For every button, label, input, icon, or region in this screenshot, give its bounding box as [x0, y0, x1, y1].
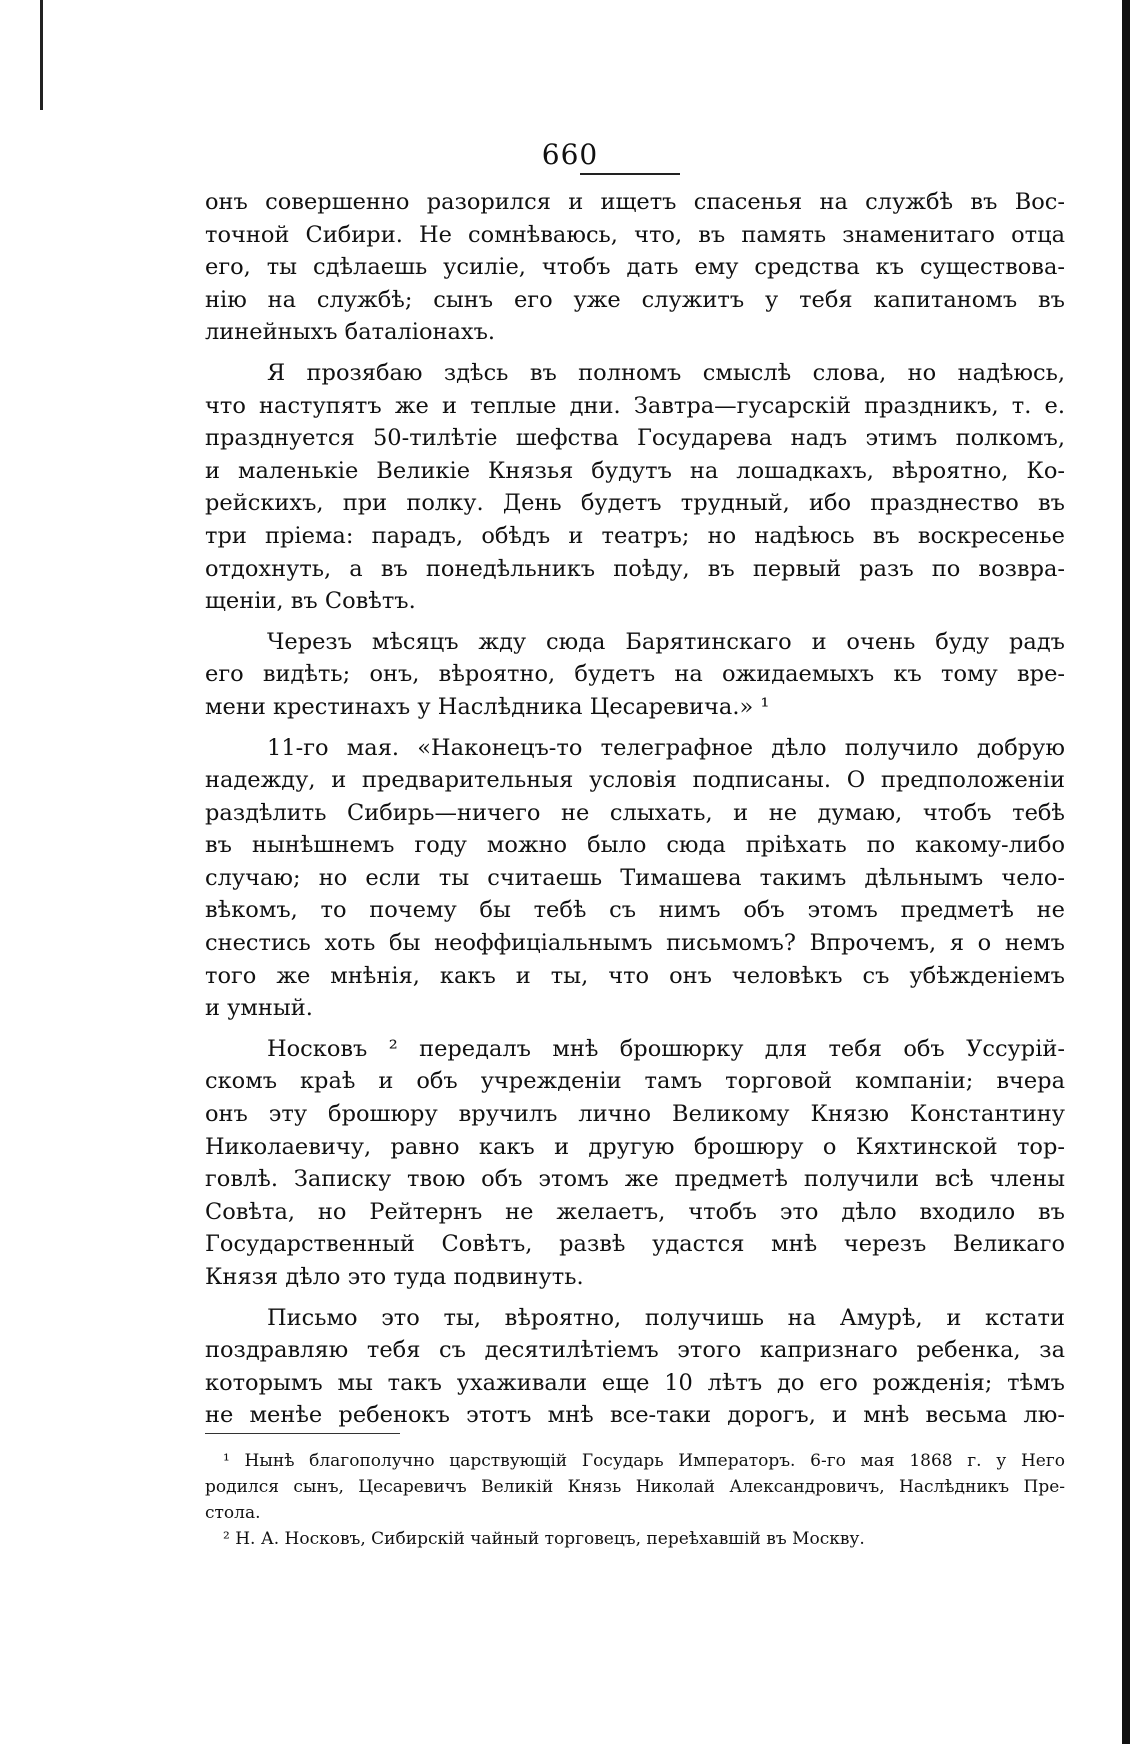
- text-line: линейныхъ баталіонахъ.: [205, 319, 496, 346]
- text-line: Носковъ ² передалъ мнѣ брошюрку для тебя объ Уссурій-: [267, 1035, 1065, 1062]
- footnote-line: родился сынъ, Цесаревичъ Великій Князь Николай Александровичъ, Наслѣдникъ Пре-: [205, 1477, 1065, 1497]
- text-line: нію на службѣ; сынъ его уже служитъ у тебя капитаномъ въ: [205, 286, 1065, 313]
- text-line: вѣкомъ, то почему бы тебѣ съ нимъ объ этомъ предметѣ не: [205, 897, 1065, 924]
- footnote-line: ¹ Нынѣ благополучно царствующій Государь Императоръ. 6-го мая 1868 г. у Него: [223, 1451, 1065, 1471]
- footnote-rule: [205, 1433, 400, 1434]
- text-line: точной Сибири. Не сомнѣваюсь, что, въ память знаменитаго отца: [205, 221, 1065, 248]
- text-line: которымъ мы такъ ухаживали еще 10 лѣтъ до его рожденія; тѣмъ: [205, 1369, 1065, 1396]
- footnote-line: ² Н. А. Носковъ, Сибирскій чайный торговецъ, переѣхавшій въ Москву.: [223, 1529, 865, 1549]
- page-number-rule: [580, 173, 680, 175]
- text-line: щеніи, въ Совѣтъ.: [205, 588, 416, 615]
- text-line: случаю; но если ты считаешь Тимашева такимъ дѣльнымъ чело-: [205, 864, 1065, 891]
- text-line: отдохнуть, а въ понедѣльникъ поѣду, въ первый разъ по возвра-: [205, 555, 1065, 582]
- footnotes: [205, 1448, 1065, 1552]
- text-line: того же мнѣнія, какъ и ты, что онъ человѣкъ съ убѣжденіемъ: [205, 962, 1065, 989]
- text-line: его, ты сдѣлаешь усиліе, чтобъ дать ему средства къ существова-: [205, 254, 1065, 281]
- text-line: и маленькіе Великіе Князья будутъ на лошадкахъ, вѣроятно, Ко-: [205, 457, 1065, 484]
- text-line: онъ совершенно разорился и ищетъ спасенья на службѣ въ Вос-: [205, 189, 1065, 215]
- paragraph-gap: [205, 724, 1065, 732]
- paragraph-gap: [205, 1294, 1065, 1302]
- page-number: 660: [541, 138, 599, 171]
- text-line: что наступятъ же и теплые дни. Завтра—гусарскій праздникъ, т. е.: [205, 392, 1065, 419]
- text-line: скомъ краѣ и объ учрежденіи тамъ торговой компаніи; вчера: [205, 1068, 1065, 1095]
- text-line: Письмо это ты, вѣроятно, получишь на Амурѣ, и кстати: [267, 1304, 1065, 1331]
- text-line: говлѣ. Записку твою объ этомъ же предметѣ получили всѣ члены: [205, 1166, 1065, 1193]
- text-line: въ нынѣшнемъ году можно было сюда пріѣхать по какому-либо: [205, 832, 1065, 859]
- text-line: снестись хоть бы неоффиціальнымъ письмомъ? Впрочемъ, я о немъ: [205, 930, 1065, 957]
- text-line: онъ эту брошюру вручилъ лично Великому Князю Константину: [205, 1101, 1065, 1128]
- paragraph-gap: [205, 1025, 1065, 1033]
- body-text: [205, 186, 1065, 1432]
- text-line: Государственный Совѣтъ, развѣ удастся мнѣ черезъ Великаго: [205, 1231, 1065, 1258]
- text-line: Николаевичу, равно какъ и другую брошюру о Кяхтинской тор-: [205, 1133, 1065, 1160]
- paragraph-gap: [205, 349, 1065, 357]
- paragraph-gap: [205, 618, 1065, 626]
- scan-edge-left: [40, 0, 43, 110]
- text-line: Черезъ мѣсяцъ жду сюда Барятинскаго и очень буду радъ: [267, 628, 1065, 655]
- text-line: Я прозябаю здѣсь въ полномъ смыслѣ слова, но надѣюсь,: [267, 359, 1065, 386]
- text-line: празднуется 50-тилѣтіе шефства Государева надъ этимъ полкомъ,: [205, 425, 1065, 452]
- text-line: 11-го мая. «Наконецъ-то телеграфное дѣло получило добрую: [267, 734, 1065, 761]
- footnote-line: стола.: [205, 1503, 261, 1523]
- text-line: рейскихъ, при полку. День будетъ трудный, ибо празднество въ: [205, 490, 1065, 517]
- text-line: раздѣлить Сибирь—ничего не слыхать, и не думаю, чтобъ тебѣ: [205, 799, 1065, 826]
- text-line: и умный.: [205, 995, 313, 1022]
- text-line: поздравляю тебя съ десятилѣтіемъ этого капризнаго ребенка, за: [205, 1337, 1065, 1364]
- scan-edge-right: [1122, 0, 1130, 1744]
- text-line: его видѣть; онъ, вѣроятно, будетъ на ожидаемыхъ къ тому вре-: [205, 661, 1065, 688]
- text-line: мени крестинахъ у Наслѣдника Цесаревича.» ¹: [205, 693, 770, 720]
- text-line: Князя дѣло это туда подвинуть.: [205, 1264, 584, 1290]
- text-line: Совѣта, но Рейтернъ не желаетъ, чтобъ это дѣло входило въ: [205, 1198, 1065, 1225]
- text-line: три пріема: парадъ, обѣдъ и театръ; но надѣюсь въ воскресенье: [205, 522, 1065, 549]
- text-line: не менѣе ребенокъ этотъ мнѣ все-таки дорогъ, и мнѣ весьма лю-: [205, 1402, 1065, 1429]
- text-line: надежду, и предварительныя условія подписаны. О предположеніи: [205, 767, 1065, 794]
